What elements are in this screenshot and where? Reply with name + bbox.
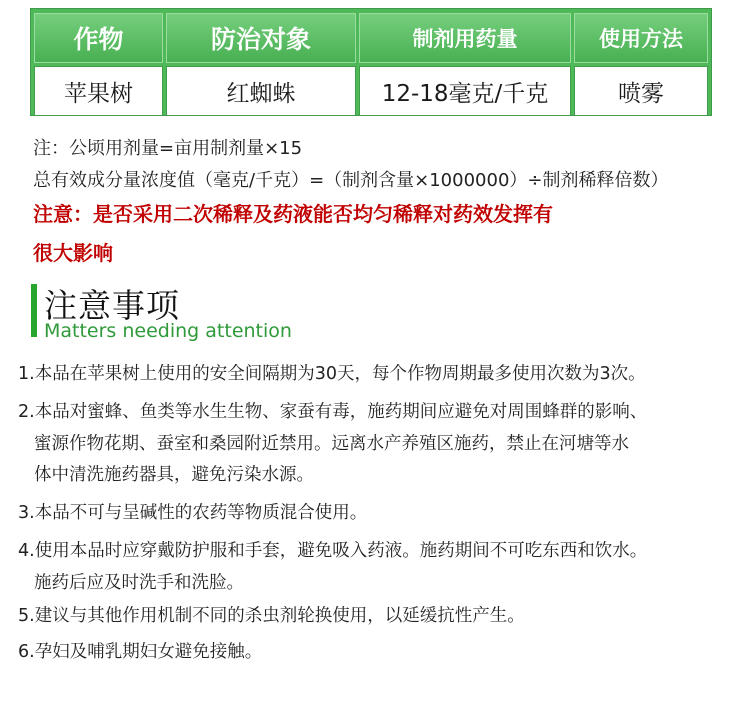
cell-crop: 苹果树	[34, 66, 163, 116]
list-item-continuation: 施药后应及时洗手和洗脸。	[34, 573, 244, 593]
list-item-continuation: 体中清洗施药器具，避免污染水源。	[34, 465, 314, 485]
header-dosage: 制剂用药量	[359, 13, 571, 63]
list-item: 3.本品不可与呈碱性的农药等物质混合使用。	[18, 503, 368, 523]
list-item: 4.使用本品时应穿戴防护服和手套，避免吸入药液。施药期间不可吃东西和饮水。	[18, 541, 648, 561]
list-item: 2.本品对蜜蜂、鱼类等水生生物、家蚕有毒，施药期间应避免对周围蜂群的影响、	[18, 402, 648, 422]
header-method: 使用方法	[574, 13, 708, 63]
list-item: 5.建议与其他作用机制不同的杀虫剂轮换使用，以延缓抗性产生。	[18, 606, 525, 626]
note-dosage-formula: 注：公顷用剂量=亩用制剂量×15	[33, 138, 303, 159]
warning-text-line1: 注意：是否采用二次稀释及药液能否均匀稀释对药效发挥有	[33, 202, 553, 226]
section-accent-bar	[31, 284, 37, 337]
note-concentration-formula: 总有效成分量浓度值（毫克/千克）=（制剂含量×1000000）÷制剂稀释倍数）	[33, 170, 669, 191]
list-item: 1.本品在苹果树上使用的安全间隔期为30天，每个作物周期最多使用次数为3次。	[18, 364, 646, 384]
cell-method: 喷雾	[574, 66, 708, 116]
cell-dosage: 12-18毫克/千克	[359, 66, 571, 116]
section-subtitle: Matters needing attention	[44, 320, 292, 342]
header-crop: 作物	[34, 13, 163, 63]
header-target: 防治对象	[166, 13, 356, 63]
dosage-table	[30, 8, 712, 116]
warning-text-line2: 很大影响	[33, 241, 113, 265]
section-title: 注意事项	[44, 286, 180, 325]
list-item-continuation: 蜜源作物花期、蚕室和桑园附近禁用。远离水产养殖区施药，禁止在河塘等水	[34, 434, 629, 454]
list-item: 6.孕妇及哺乳期妇女避免接触。	[18, 642, 263, 662]
cell-target: 红蜘蛛	[166, 66, 356, 116]
